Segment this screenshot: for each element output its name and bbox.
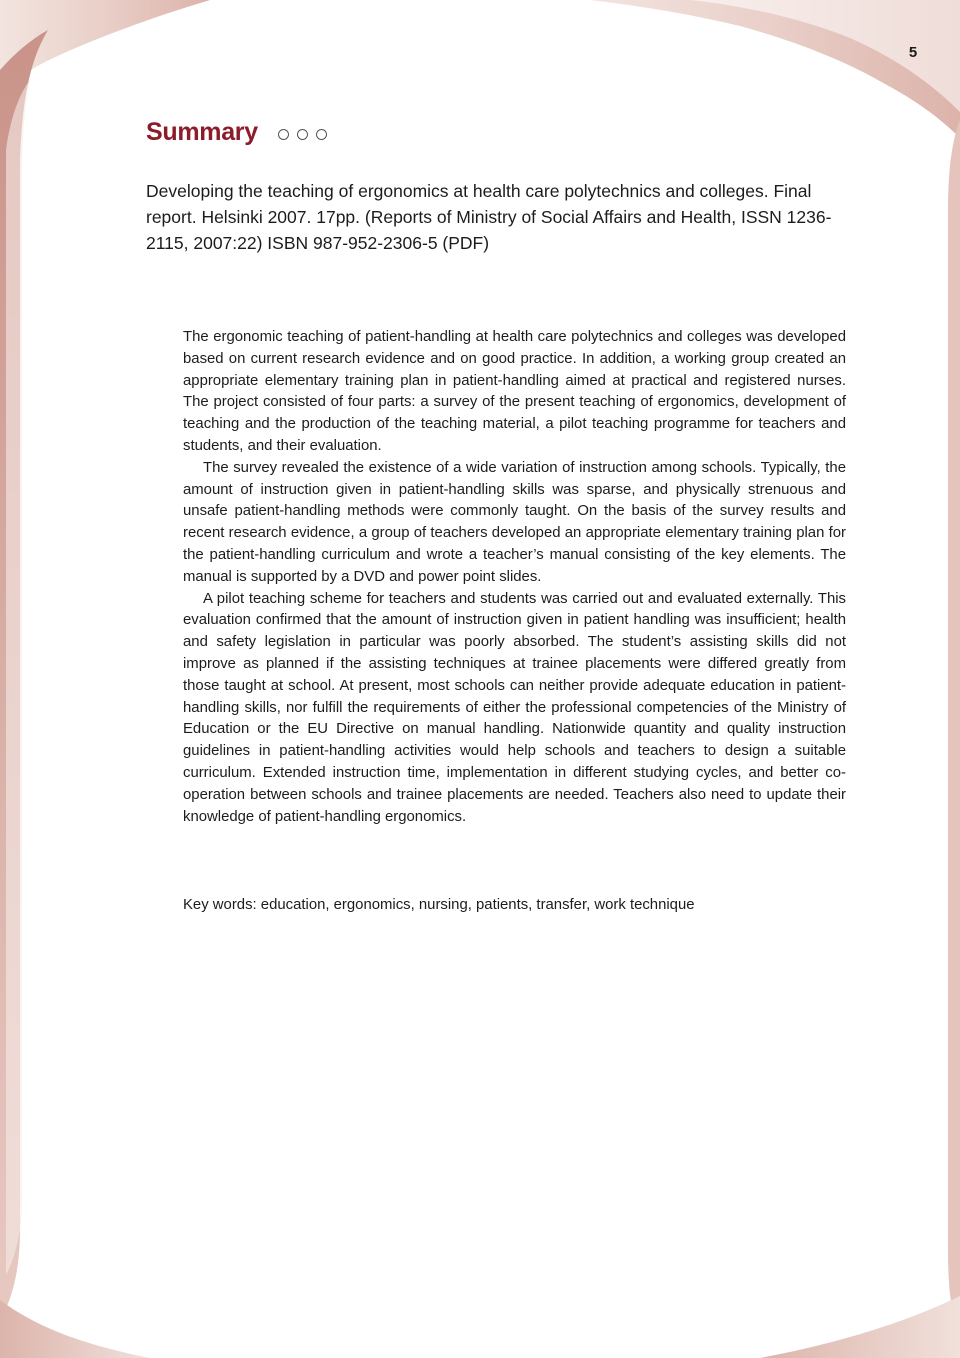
paragraph: The survey revealed the existence of a wide variation of instruction among schools. Typically, the amount of instruction given in patient-handling skills was sparse, and physically strenuous and unsafe patient-handling methods were commonly taught. On the basis of the survey results and recent research evidence, a group of teachers developed an appropriate elementary training plan for the patient-handling curriculum and wrote a teacher’s manual consisting of the key elements. The manual is supported by a DVD and power point slides.: [183, 459, 846, 585]
bottom-wave: [0, 1300, 150, 1358]
page-number: 5: [908, 44, 918, 61]
bottom-right-wave: [760, 1296, 960, 1358]
right-edge-strip: [948, 120, 960, 1340]
circle-icon: [316, 129, 327, 140]
section-heading: [146, 118, 335, 147]
keywords-label: Key words:: [183, 897, 257, 913]
keywords: [183, 894, 846, 916]
page-title: Summary: [146, 118, 258, 146]
heading-ornament: [278, 129, 335, 140]
paragraph: The ergonomic teaching of patient-handling at health care polytechnics and colleges was developed based on current research evidence and on good practice. In addition, a working group created an appropriate elementary training plan in patient-handling aimed at practical and registered nurses. The project consisted of four parts: a survey of the present teaching of ergonomics, development of teaching and the production of the teaching material, a pilot teaching programme for teachers and students, and their evaluation.: [183, 329, 846, 454]
keywords-value: education, ergonomics, nursing, patients, transfer, work technique: [260, 897, 695, 913]
paragraph: A pilot teaching scheme for teachers and students was carried out and evaluated externally. This evaluation confirmed that the amount of instruction given in patient handling was insufficient; health and safety legislation in particular was poorly absorbed. The student’s assisting skills did not improve as planned if the assisting techniques at trainee placements were differed greatly from those taught at school. At present, most schools can neither provide adequate education in patient-handling skills, nor fulfill the requirements of either the professional competencies of the Ministry of Education or the EU Directive on manual handling. Nationwide quantity and quality instruction guidelines in patient-handling activities would help schools and teachers to design a suitable curriculum. Extended instruction time, implementation in different studying cycles, and better co-operation between schools and trainee placements are needed. Teachers also need to update their knowledge of patient-handling ergonomics.: [183, 590, 846, 825]
report-citation: Developing the teaching of ergonomics at health care polytechnics and colleges. Final report. Helsinki 2007. 17pp. (Reports of Ministry of Social Affairs and Health, ISSN 1236-2115, 2007:22) ISBN 987-952-2306-5 (PDF): [146, 181, 832, 253]
left-edge-highlight: [6, 80, 30, 1275]
circle-icon: [278, 129, 289, 140]
summary-body: [183, 327, 846, 828]
circle-icon: [297, 129, 308, 140]
